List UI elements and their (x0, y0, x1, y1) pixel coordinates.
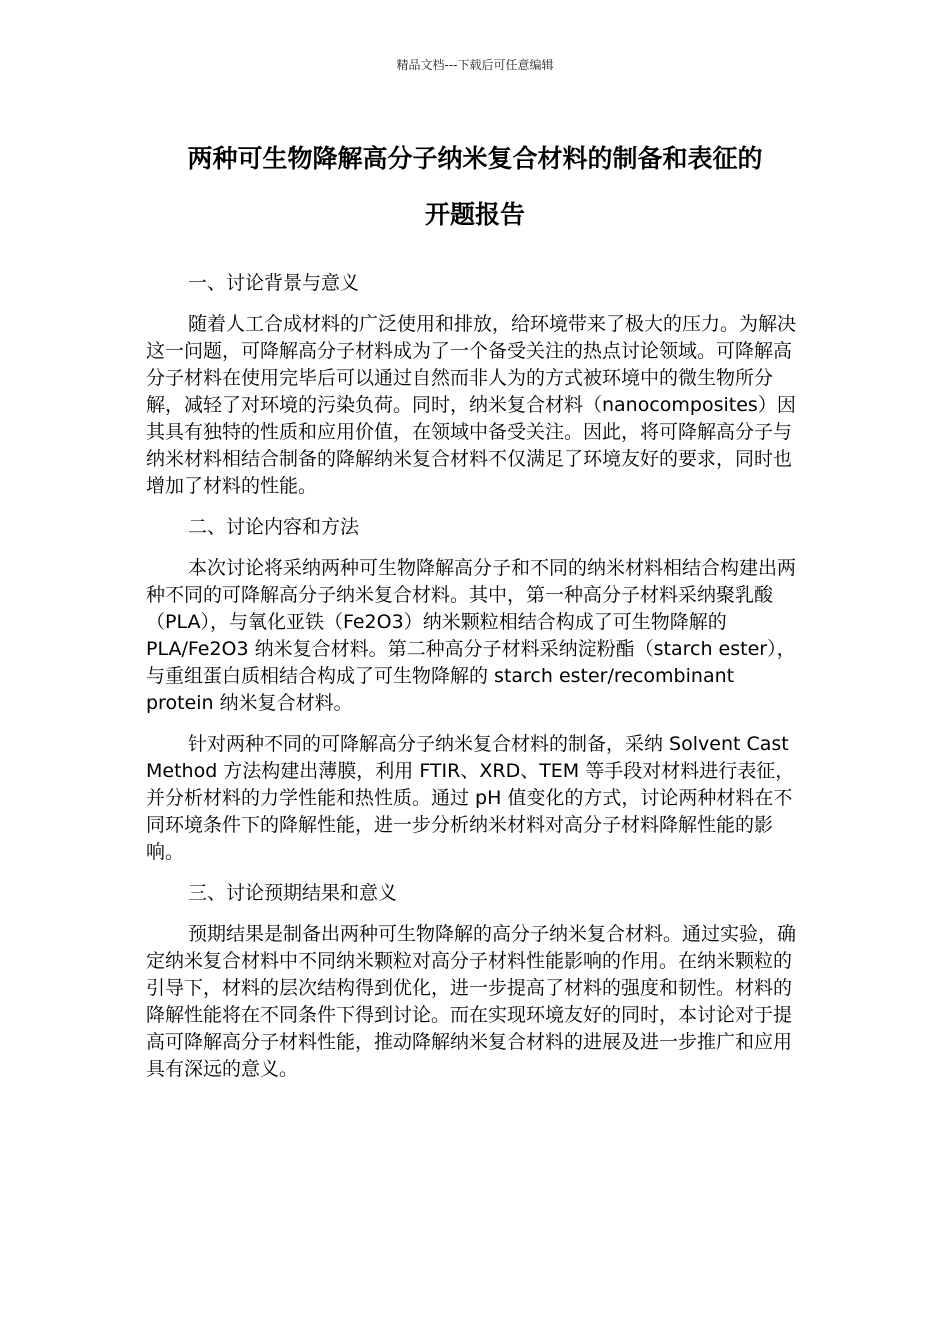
section-heading-expected-results: 三、讨论预期结果和意义 (188, 882, 398, 904)
document-title-line-1: 两种可生物降解高分子纳米复合材料的制备和表征的 (187, 144, 763, 173)
section-paragraph-background: 随着人工合成材料的广泛使用和排放，给环境带来了极大的压力。为解决这一问题，可降解高分子材料成为了一个备受关注的热点讨论领域。可降解高分子材料在使用完毕后可以通过自然而非人为的方式被环境中的微生物所分解，减轻了对环境的污染负荷。同时，纳米复合材料（nanocomposites）因其具有独特的性质和应用价值，在领域中备受关注。因此，将可降解高分子与纳米材料相结合制备的降解纳米复合材料不仅满足了环境友好的要求，同时也增加了材料的性能。 (146, 313, 797, 497)
page-header-note: 精品文档---下载后可任意编辑 (396, 58, 554, 72)
document-title (140, 131, 810, 243)
section-paragraph-expected-results: 预期结果是制备出两种可生物降解的高分子纳米复合材料。通过实验，确定纳米复合材料中不同纳米颗粒对高分子材料性能影响的作用。在纳米颗粒的引导下，材料的层次结构得到优化，进一步提高了材料的强度和韧性。材料的降解性能将在不同条件下得到讨论。而在实现环境友好的同时，本讨论对于提高可降解高分子材料性能，推动降解纳米复合材料的进展及进一步推广和应用具有深远的意义。 (146, 923, 797, 1080)
document-title-line-2: 开题报告 (424, 200, 525, 229)
section-heading-methods: 二、讨论内容和方法 (188, 516, 360, 538)
section-paragraph-methods-2: 针对两种不同的可降解高分子纳米复合材料的制备，采纳 Solvent Cast Method 方法构建出薄膜，利用 FTIR、XRD、TEM 等手段对材料进行表征，并分析材料的力学性能和热性质。通过 pH 值变化的方式，讨论两种材料在不同环境条件下的降解性能，进一步分析纳米材料对高分子材料降解性能的影响。 (146, 733, 795, 863)
section-paragraph-methods-1: 本次讨论将采纳两种可生物降解高分子和不同的纳米材料相结合构建出两种不同的可降解高分子纳米复合材料。其中，第一种高分子材料采纳聚乳酸（PLA），与氧化亚铁（Fe2O3）纳米颗粒相结合构成了可生物降解的 PLA/Fe2O3 纳米复合材料。第二种高分子材料采纳淀粉酯（starch ester），与重组蛋白质相结合构成了可生物降解的 starch ester/recombinant protein 纳米复合材料。 (146, 557, 797, 714)
document-body (146, 270, 806, 1097)
section-heading-background: 一、讨论背景与意义 (188, 272, 360, 294)
